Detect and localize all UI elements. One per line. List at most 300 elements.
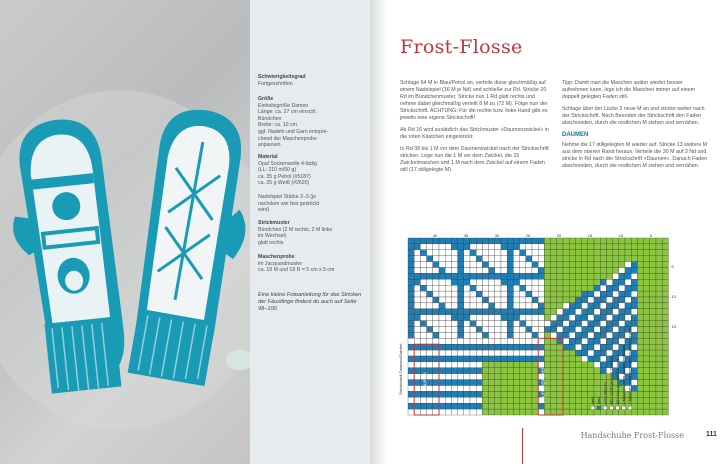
chart-cell xyxy=(594,262,600,268)
chart-cell xyxy=(582,309,588,315)
chart-cell xyxy=(495,250,501,256)
chart-cell xyxy=(532,350,538,356)
chart-cell xyxy=(458,344,464,350)
chart-cell xyxy=(495,368,501,374)
chart-cell xyxy=(458,391,464,397)
chart-cell xyxy=(451,279,457,285)
chart-cell xyxy=(464,356,470,362)
chart-cell xyxy=(408,285,414,291)
chart-cell xyxy=(650,321,656,327)
chart-cell xyxy=(575,332,581,338)
chart-cell xyxy=(526,356,532,362)
chart-cell xyxy=(606,273,612,279)
chart-cell xyxy=(613,315,619,321)
chart-cell xyxy=(458,338,464,344)
chart-cell xyxy=(538,327,544,333)
chart-cell xyxy=(588,391,594,397)
chart-cell xyxy=(433,374,439,380)
chart-cell xyxy=(482,356,488,362)
chart-cell xyxy=(408,315,414,321)
chart-cell xyxy=(489,303,495,309)
chart-cell xyxy=(526,391,532,397)
chart-cell xyxy=(495,391,501,397)
chart-cell xyxy=(458,273,464,279)
chart-cell xyxy=(495,403,501,409)
col-tick-label: 25 xyxy=(525,233,531,238)
chart-cell xyxy=(644,285,650,291)
chart-cell xyxy=(650,297,656,303)
chart-cell xyxy=(544,262,550,268)
chart-cell xyxy=(427,303,433,309)
chart-cell xyxy=(513,268,519,274)
chart-cell xyxy=(414,250,420,256)
chart-cell xyxy=(613,350,619,356)
chart-cell xyxy=(650,273,656,279)
chart-cell xyxy=(464,238,470,244)
chart-cell xyxy=(551,285,557,291)
chart-cell xyxy=(439,350,445,356)
chart-cell xyxy=(600,279,606,285)
chart-cell xyxy=(433,273,439,279)
chart-cell xyxy=(551,309,557,315)
chart-cell xyxy=(637,332,643,338)
legend-label: blau xyxy=(597,397,602,405)
chart-cell xyxy=(569,374,575,380)
legend-swatch xyxy=(591,406,595,410)
chart-cell xyxy=(656,309,662,315)
chart-cell xyxy=(507,350,513,356)
chart-cell xyxy=(464,315,470,321)
chart-cell xyxy=(656,327,662,333)
chart-cell xyxy=(662,356,668,362)
chart-cell xyxy=(600,321,606,327)
paragraph: Schlage über der Lücke 3 neue M an und stricke weiter nach der Strickschrift. Nach Beenden der Strickschrift den Faden abschneiden, durch die restlichen M ziehen und vernähen. xyxy=(562,106,705,126)
chart-cell xyxy=(644,391,650,397)
chart-cell xyxy=(662,397,668,403)
chart-cell xyxy=(495,273,501,279)
chart-cell xyxy=(513,362,519,368)
chart-cell xyxy=(458,244,464,250)
chart-cell xyxy=(575,321,581,327)
chart-cell xyxy=(625,279,631,285)
chart-cell xyxy=(445,279,451,285)
chart-cell xyxy=(662,380,668,386)
chart-cell xyxy=(445,386,451,392)
chart-cell xyxy=(408,238,414,244)
chart-cell xyxy=(563,327,569,333)
chart-cell xyxy=(489,273,495,279)
chart-cell xyxy=(420,285,426,291)
chart-cell xyxy=(582,368,588,374)
chart-cell xyxy=(538,362,544,368)
chart-cell xyxy=(501,350,507,356)
chart-cell xyxy=(625,256,631,262)
chart-cell xyxy=(662,297,668,303)
chart-cell xyxy=(656,397,662,403)
chart-cell xyxy=(613,256,619,262)
chart-cell xyxy=(439,327,445,333)
chart-cell xyxy=(582,397,588,403)
knitting-chart-svg xyxy=(398,230,698,420)
chart-cell xyxy=(569,356,575,362)
legend-label: weiß xyxy=(591,396,595,405)
chart-cell xyxy=(520,256,526,262)
chart-cell xyxy=(414,291,420,297)
chart-cell xyxy=(532,315,538,321)
chart-cell xyxy=(538,291,544,297)
chart-cell xyxy=(569,386,575,392)
chart-cell xyxy=(445,285,451,291)
chart-cell xyxy=(476,297,482,303)
chart-cell xyxy=(520,285,526,291)
chart-cell xyxy=(451,309,457,315)
chart-cell xyxy=(588,344,594,350)
chart-cell xyxy=(513,309,519,315)
chart-cell xyxy=(408,309,414,315)
chart-cell xyxy=(482,297,488,303)
chart-cell xyxy=(470,338,476,344)
chart-cell xyxy=(588,350,594,356)
chart-cell xyxy=(606,268,612,274)
chart-cell xyxy=(656,285,662,291)
chart-cell xyxy=(445,332,451,338)
chart-cell xyxy=(458,321,464,327)
chart-cell xyxy=(563,315,569,321)
chart-cell xyxy=(470,244,476,250)
chart-cell xyxy=(606,279,612,285)
chart-cell xyxy=(532,403,538,409)
chart-cell xyxy=(420,315,426,321)
row-tick-label: 10 xyxy=(671,294,676,299)
chart-cell xyxy=(513,244,519,250)
chart-cell xyxy=(650,362,656,368)
chart-cell xyxy=(414,409,420,415)
chart-cell xyxy=(495,362,501,368)
chart-cell xyxy=(458,332,464,338)
chart-cell xyxy=(458,374,464,380)
chart-cell xyxy=(656,238,662,244)
chart-cell xyxy=(569,344,575,350)
chart-cell xyxy=(613,344,619,350)
chart-cell xyxy=(569,268,575,274)
chart-cell xyxy=(582,362,588,368)
chart-cell xyxy=(476,403,482,409)
chart-cell xyxy=(439,279,445,285)
chart-cell xyxy=(650,374,656,380)
chart-cell xyxy=(600,315,606,321)
chart-cell xyxy=(408,391,414,397)
chart-cell xyxy=(619,262,625,268)
chart-cell xyxy=(557,273,563,279)
chart-cell xyxy=(520,338,526,344)
chart-cell xyxy=(532,391,538,397)
chart-cell xyxy=(526,380,532,386)
chart-cell xyxy=(532,250,538,256)
chart-cell xyxy=(427,297,433,303)
chart-cell xyxy=(501,327,507,333)
chart-cell xyxy=(482,374,488,380)
chart-cell xyxy=(414,244,420,250)
chart-cell xyxy=(606,327,612,333)
chart-cell xyxy=(507,332,513,338)
chart-cell xyxy=(563,374,569,380)
chart-cell xyxy=(637,256,643,262)
chart-cell xyxy=(557,309,563,315)
chart-cell xyxy=(575,409,581,415)
chart-cell xyxy=(470,285,476,291)
page-footer: Handschuhe Frost-Flosse xyxy=(580,431,684,440)
chart-cell xyxy=(644,362,650,368)
chart-cell xyxy=(551,386,557,392)
chart-cell xyxy=(557,297,563,303)
chart-cell xyxy=(625,262,631,268)
legend-swatch xyxy=(622,406,626,410)
chart-cell xyxy=(600,356,606,362)
chart-cell xyxy=(451,303,457,309)
chart-cell xyxy=(439,297,445,303)
chart-cell xyxy=(644,238,650,244)
chart-cell xyxy=(495,321,501,327)
chart-cell xyxy=(637,315,643,321)
chart-cell xyxy=(594,368,600,374)
chart-cell xyxy=(513,327,519,333)
chart-cell xyxy=(420,362,426,368)
chart-cell xyxy=(637,356,643,362)
chart-cell xyxy=(495,327,501,333)
chart-cell xyxy=(625,291,631,297)
chart-cell xyxy=(631,297,637,303)
chart-cell xyxy=(551,409,557,415)
legend-swatch xyxy=(603,406,607,410)
chart-cell xyxy=(445,368,451,374)
chart-cell xyxy=(625,315,631,321)
chart-cell xyxy=(476,256,482,262)
chart-cell xyxy=(544,250,550,256)
chart-cell xyxy=(656,303,662,309)
chart-cell xyxy=(544,362,550,368)
chart-cell xyxy=(656,315,662,321)
chart-cell xyxy=(644,291,650,297)
chart-cell xyxy=(557,321,563,327)
chart-cell xyxy=(433,356,439,362)
chart-cell xyxy=(656,386,662,392)
chart-cell xyxy=(588,244,594,250)
chart-cell xyxy=(439,362,445,368)
chart-cell xyxy=(650,350,656,356)
paragraph: Tipp: Damit man die Maschen später wieder besser aufnehmen kann, lege ich die Maschen immer auf einem doppelt gelegten Faden still. xyxy=(562,80,696,100)
chart-cell xyxy=(538,279,544,285)
chart-cell xyxy=(433,344,439,350)
chart-cell xyxy=(495,386,501,392)
chart-cell xyxy=(482,338,488,344)
chart-cell xyxy=(656,338,662,344)
chart-cell xyxy=(507,327,513,333)
chart-cell xyxy=(427,362,433,368)
chart-cell xyxy=(520,332,526,338)
chart-cell xyxy=(569,338,575,344)
chart-cell xyxy=(489,386,495,392)
chart-cell xyxy=(451,273,457,279)
chart-cell xyxy=(414,256,420,262)
chart-cell xyxy=(526,368,532,374)
chart-cell xyxy=(501,391,507,397)
chart-cell xyxy=(600,309,606,315)
chart-cell xyxy=(575,368,581,374)
photo-guide-note: Eine kleine Fotoanleitung für das Stricken der Fäustlinge findest du auch auf Seite 98–100. xyxy=(258,292,362,312)
chart-cell xyxy=(582,285,588,291)
chart-cell xyxy=(644,380,650,386)
chart-cell xyxy=(482,238,488,244)
chart-cell xyxy=(619,279,625,285)
chart-cell xyxy=(569,321,575,327)
chart-cell xyxy=(662,386,668,392)
chart-cell xyxy=(637,386,643,392)
chart-cell xyxy=(563,285,569,291)
chart-cell xyxy=(507,262,513,268)
chart-cell xyxy=(439,285,445,291)
chart-cell xyxy=(520,362,526,368)
chart-cell xyxy=(551,262,557,268)
chart-cell xyxy=(414,397,420,403)
chart-cell xyxy=(433,297,439,303)
chart-cell xyxy=(637,374,643,380)
chart-cell xyxy=(557,291,563,297)
chart-cell xyxy=(563,303,569,309)
chart-cell xyxy=(458,397,464,403)
chart-cell xyxy=(619,321,625,327)
chart-cell xyxy=(557,332,563,338)
chart-cell xyxy=(476,303,482,309)
chart-cell xyxy=(433,338,439,344)
chart-cell xyxy=(513,250,519,256)
chart-cell xyxy=(439,409,445,415)
chart-cell xyxy=(582,238,588,244)
chart-cell xyxy=(482,309,488,315)
chart-cell xyxy=(619,315,625,321)
chart-cell xyxy=(563,386,569,392)
legend-swatch xyxy=(616,406,620,410)
chart-cell xyxy=(458,350,464,356)
chart-cell xyxy=(644,309,650,315)
chart-cell xyxy=(575,350,581,356)
chart-cell xyxy=(532,273,538,279)
chart-cell xyxy=(600,262,606,268)
chart-cell xyxy=(439,374,445,380)
chart-cell xyxy=(557,238,563,244)
chart-cell xyxy=(408,273,414,279)
chart-cell xyxy=(526,344,532,350)
chart-cell xyxy=(470,332,476,338)
chart-cell xyxy=(563,291,569,297)
chart-cell xyxy=(557,256,563,262)
needles-block xyxy=(258,194,364,214)
chart-cell xyxy=(600,256,606,262)
chart-cell xyxy=(482,350,488,356)
chart-cell xyxy=(476,279,482,285)
chart-cell xyxy=(563,309,569,315)
chart-cell xyxy=(613,309,619,315)
chart-cell xyxy=(619,291,625,297)
chart-cell xyxy=(526,250,532,256)
chart-cell xyxy=(644,356,650,362)
chart-cell xyxy=(464,297,470,303)
chart-cell xyxy=(594,250,600,256)
chart-cell xyxy=(544,327,550,333)
chart-cell xyxy=(557,374,563,380)
size-line: anpassen xyxy=(258,142,281,149)
chart-cell xyxy=(501,250,507,256)
chart-cell xyxy=(588,368,594,374)
chart-cell xyxy=(631,268,637,274)
chart-cell xyxy=(569,350,575,356)
chart-cell xyxy=(439,303,445,309)
chart-cell xyxy=(439,403,445,409)
chart-cell xyxy=(575,238,581,244)
chart-cell xyxy=(575,297,581,303)
chart-cell xyxy=(582,273,588,279)
chart-cell xyxy=(544,309,550,315)
chart-cell xyxy=(427,344,433,350)
chart-cell xyxy=(582,380,588,386)
chart-cell xyxy=(563,344,569,350)
chart-cell xyxy=(445,297,451,303)
chart-cell xyxy=(501,362,507,368)
chart-cell xyxy=(433,321,439,327)
chart-cell xyxy=(414,262,420,268)
chart-cell xyxy=(526,386,532,392)
chart-cell xyxy=(433,250,439,256)
chart-cell xyxy=(644,397,650,403)
chart-cell xyxy=(631,291,637,297)
chart-cell xyxy=(420,250,426,256)
chart-cell xyxy=(544,409,550,415)
chart-cell xyxy=(532,262,538,268)
chart-cell xyxy=(414,350,420,356)
chart-cell xyxy=(458,250,464,256)
chart-cell xyxy=(495,291,501,297)
chart-cell xyxy=(501,315,507,321)
chart-cell xyxy=(569,291,575,297)
chart-cell xyxy=(613,273,619,279)
chart-cell xyxy=(662,262,668,268)
chart-cell xyxy=(631,256,637,262)
chart-cell xyxy=(420,268,426,274)
chart-cell xyxy=(588,297,594,303)
chart-cell xyxy=(613,338,619,344)
chart-cell xyxy=(575,303,581,309)
chart-cell xyxy=(520,409,526,415)
chart-cell xyxy=(420,256,426,262)
chart-cell xyxy=(464,350,470,356)
chart-cell xyxy=(551,356,557,362)
chart-cell xyxy=(439,332,445,338)
chart-cell xyxy=(588,303,594,309)
chart-cell xyxy=(656,409,662,415)
chart-cell xyxy=(526,262,532,268)
chart-cell xyxy=(526,268,532,274)
chart-cell xyxy=(501,356,507,362)
col-tick-label: 40 xyxy=(432,233,438,238)
chart-cell xyxy=(662,315,668,321)
chart-cell xyxy=(544,256,550,262)
chart-cell xyxy=(476,350,482,356)
chart-cell xyxy=(569,391,575,397)
chart-cell xyxy=(489,397,495,403)
chart-cell xyxy=(544,356,550,362)
chart-cell xyxy=(662,403,668,409)
chart-cell xyxy=(637,344,643,350)
chart-cell xyxy=(470,356,476,362)
